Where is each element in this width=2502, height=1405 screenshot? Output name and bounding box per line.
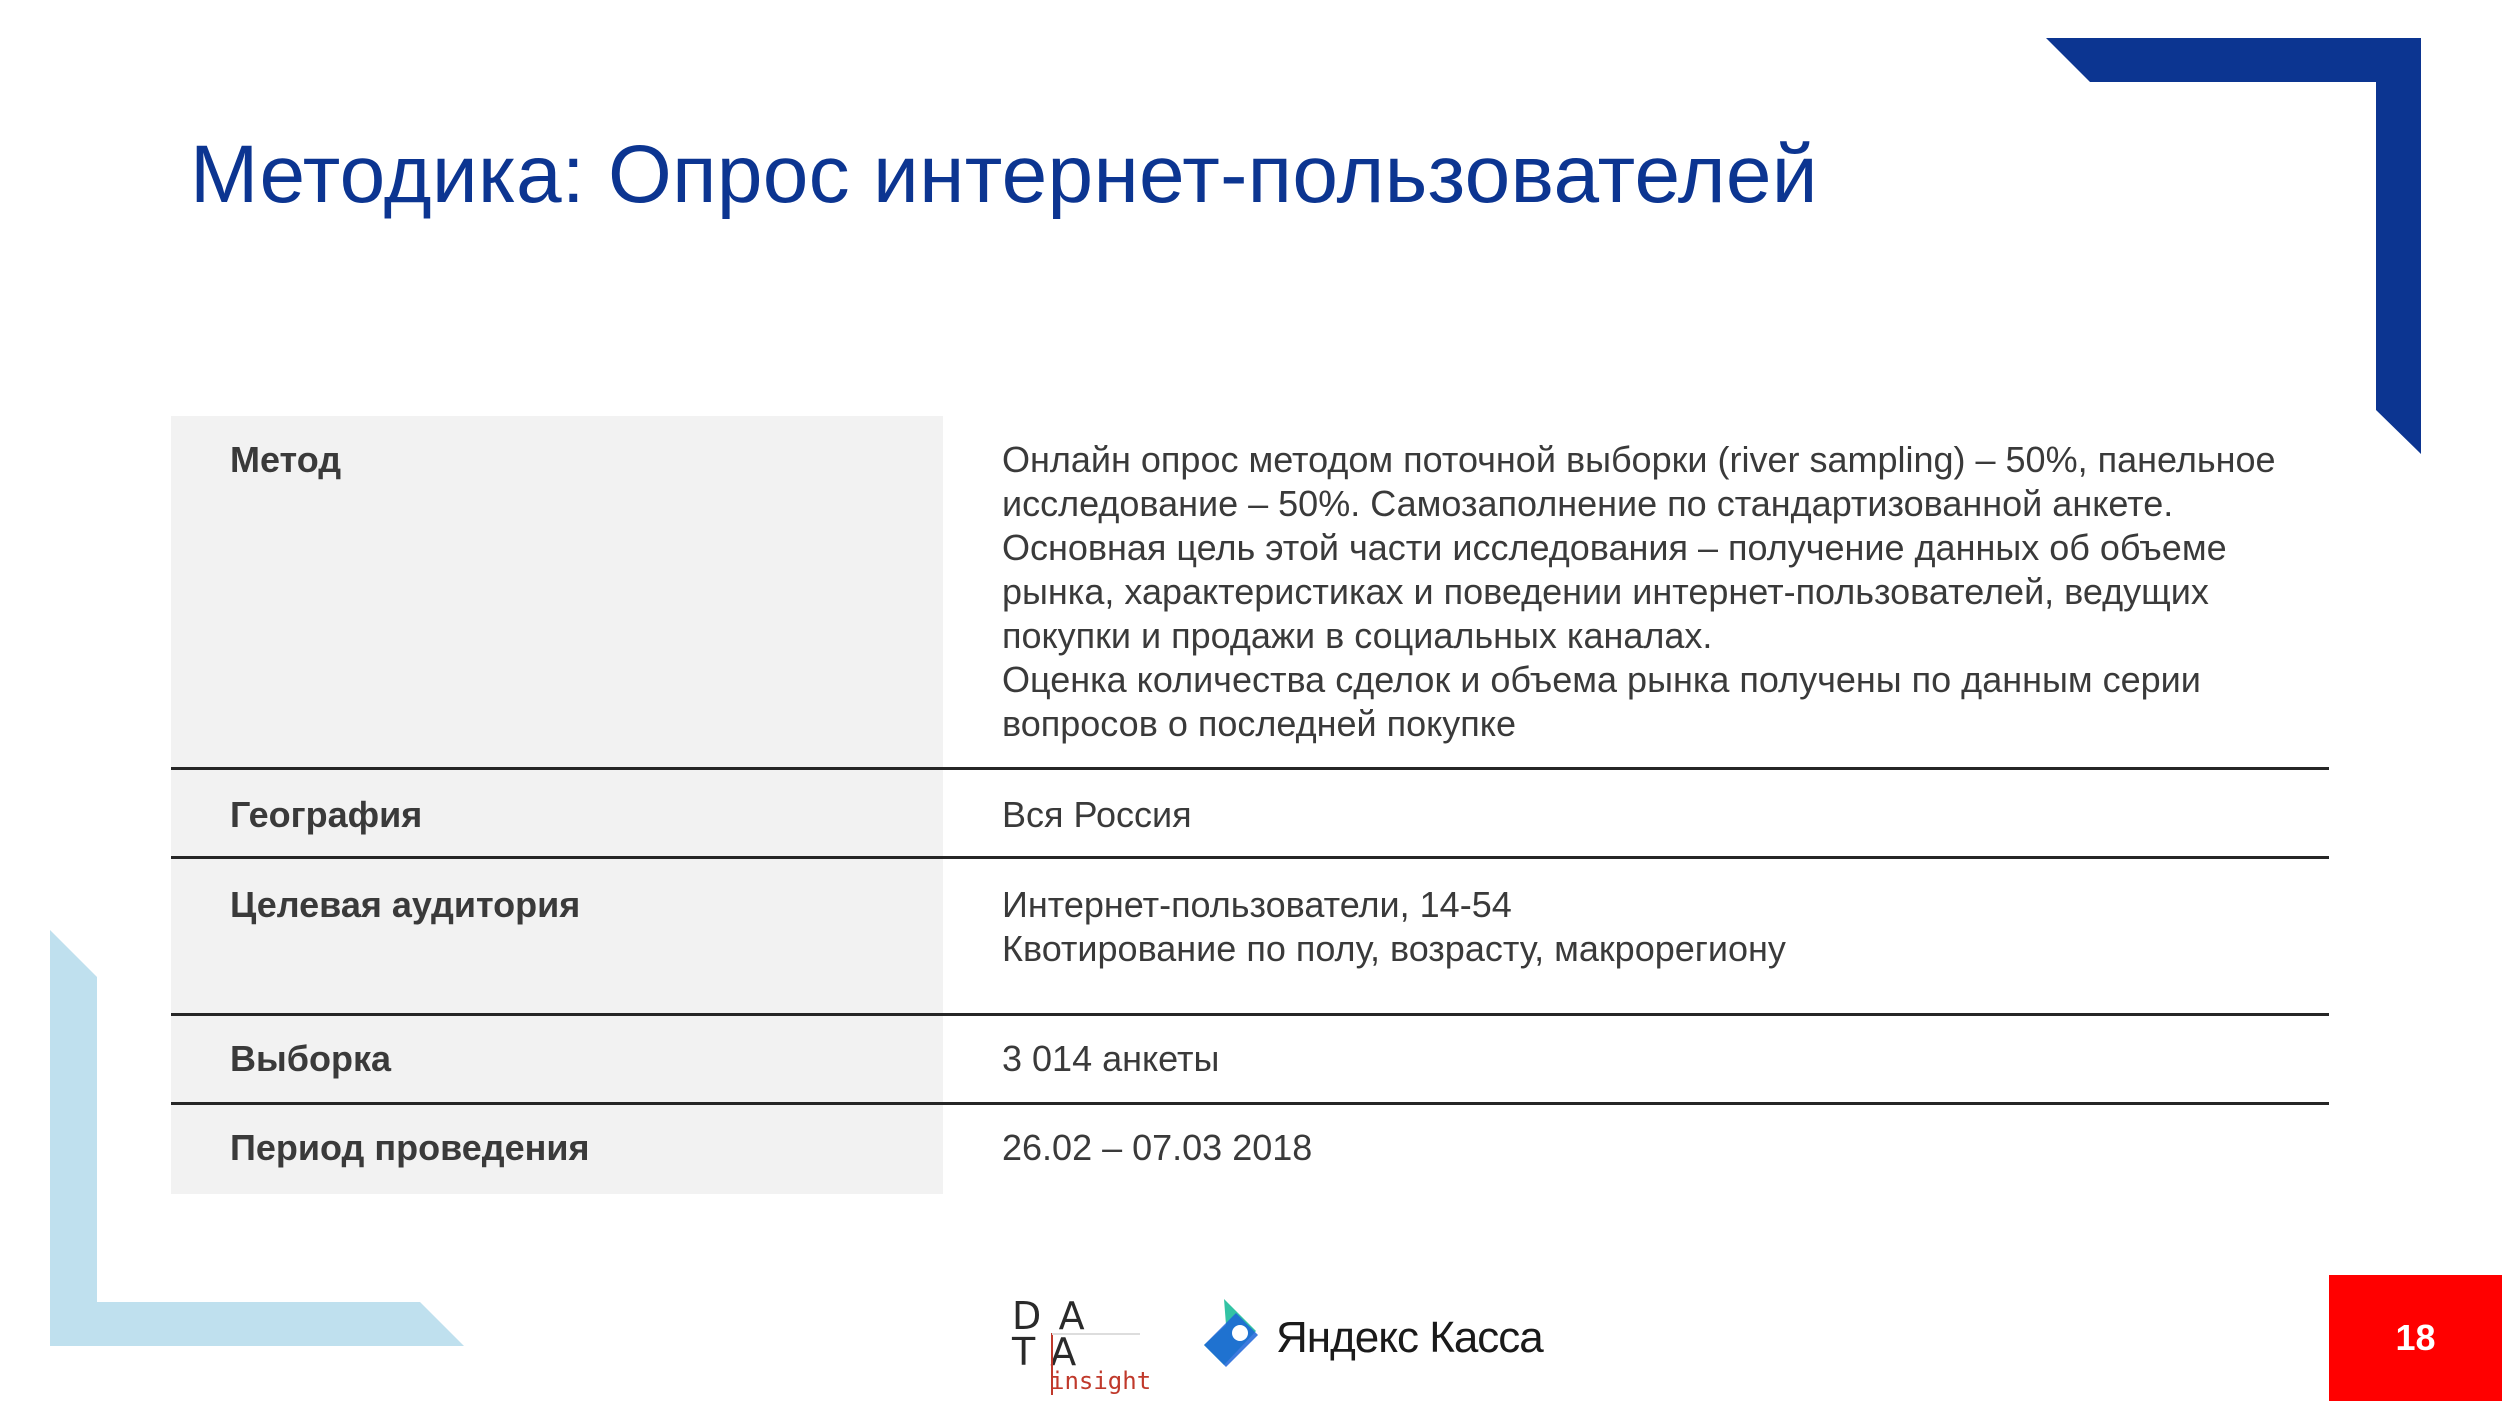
methodology-table bbox=[171, 416, 2329, 1194]
table-row-sample bbox=[171, 1013, 2329, 1102]
value-line: 26.02 – 07.03 2018 bbox=[1002, 1127, 1313, 1168]
row-label: Период проведения bbox=[171, 1105, 943, 1194]
table-row-geography bbox=[171, 767, 2329, 856]
row-label: Выборка bbox=[171, 1016, 943, 1102]
table-row-method bbox=[171, 416, 2329, 767]
table-row-period bbox=[171, 1102, 2329, 1194]
row-label: Целевая аудитория bbox=[171, 859, 943, 1013]
value-line: 3 014 анкеты bbox=[1002, 1038, 1220, 1079]
value-line: Интернет-пользователи, 14-54 bbox=[1002, 884, 1512, 925]
data-insight-logo bbox=[1010, 1294, 1152, 1395]
value-line: Основная цель этой части исследования – получение данных об объеме bbox=[1002, 527, 2227, 568]
row-label: География bbox=[171, 770, 943, 856]
value-line: Вся Россия bbox=[1002, 794, 1192, 835]
page-number-badge bbox=[2329, 1275, 2502, 1401]
slide-title: Методика: Опрос интернет-пользователей bbox=[190, 129, 1818, 220]
value-line: Квотирование по полу, возрасту, макрорегиону bbox=[1002, 928, 1786, 969]
value-line: исследование – 50%. Самозаполнение по стандартизованной анкете. bbox=[1002, 483, 2174, 524]
value-line: вопросов о последней покупке bbox=[1002, 703, 1516, 744]
row-value bbox=[943, 416, 2329, 767]
data-insight-logo-row2: TA bbox=[1012, 1330, 1095, 1374]
yandex-kassa-logo-mark bbox=[1196, 1295, 1276, 1375]
row-label: Метод bbox=[171, 416, 943, 767]
value-line: Оценка количества сделок и объема рынка получены по данным серии bbox=[1002, 659, 2201, 700]
page-number: 18 bbox=[2395, 1317, 2436, 1358]
data-insight-logo-row1: DA bbox=[1012, 1294, 1103, 1338]
value-line: покупки и продажи в социальных каналах. bbox=[1002, 615, 1713, 656]
top-right-corner-decoration bbox=[2046, 38, 2502, 454]
row-value bbox=[943, 1105, 2329, 1194]
data-insight-logo-sub: insight bbox=[1050, 1367, 1152, 1395]
yandex-kassa-logo-text: Яндекс Касса bbox=[1276, 1313, 1543, 1362]
row-value bbox=[943, 859, 2329, 1013]
row-value bbox=[943, 1016, 2329, 1102]
table-row-audience bbox=[171, 856, 2329, 1013]
value-line: Онлайн опрос методом поточной выборки (river sampling) – 50%, панельное bbox=[1002, 439, 2276, 480]
row-value bbox=[943, 770, 2329, 856]
value-line: рынка, характеристиках и поведении интернет-пользователей, ведущих bbox=[1002, 571, 2209, 612]
